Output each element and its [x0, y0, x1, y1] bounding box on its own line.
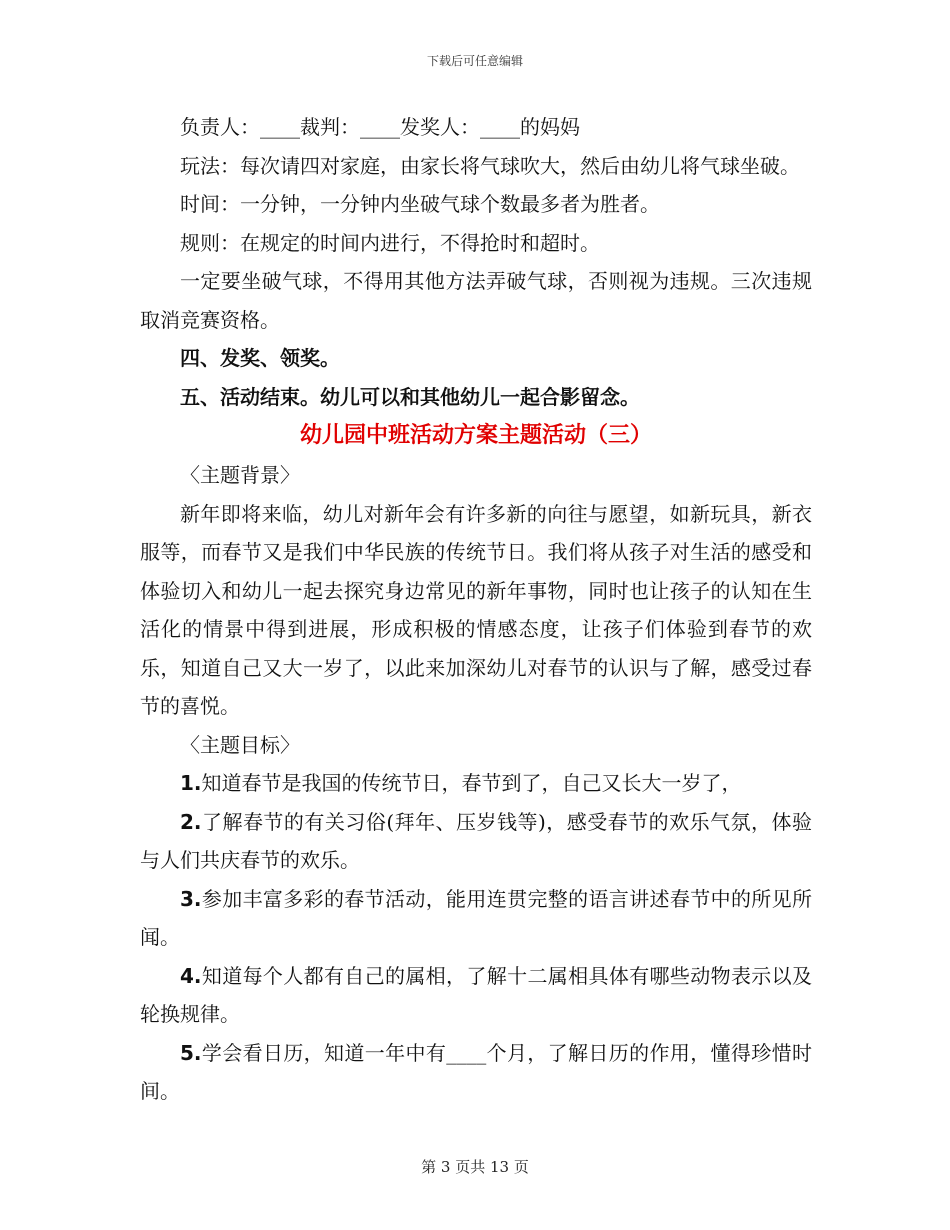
goal-text: 知道春节是我国的传统节日，春节到了，自己又长大一岁了， [201, 771, 742, 795]
goal-text: 知道每个人都有自己的属相，了解十二属相具体有哪些动物表示以及轮换规律。 [140, 963, 812, 1026]
goal-item-5 [140, 1034, 812, 1111]
goal-item-4 [140, 957, 812, 1034]
background-text: 新年即将来临，幼儿对新年会有许多新的向往与愿望，如新玩具，新衣服等，而春节又是我们中华民族的传统节日。我们将从孩子对生活的感受和体验切入和幼儿一起去探究身边常见的新年事物，同时也让孩子的认知在生活化的情景中得到进展，形成积极的情感态度，让孩子们体验到春节的欢乐，知道自己又大一岁了，以此来加深幼儿对春节的认识与了解，感受过春节的喜悦。 [140, 501, 812, 718]
goal-item-2 [140, 803, 812, 880]
goals-heading: 〈主题目标〉 [180, 732, 300, 757]
paragraph-rules-play: 玩法：每次请四对家庭，由家长将气球吹大，然后由幼儿将气球坐破。 [180, 153, 800, 178]
goal-item-3 [140, 880, 812, 957]
section-title: 幼儿园中班活动方案主题活动（三） [299, 423, 652, 448]
page-header: 下载后可任意编辑 [426, 54, 523, 68]
step-five: 五、活动结束。幼儿可以和其他幼儿一起合影留念。 [180, 384, 640, 409]
paragraph-staff: 负责人：____裁判：____发奖人：____的妈妈 [180, 115, 580, 139]
goal-text: 学会看日历，知道一年中有____个月，了解日历的作用，懂得珍惜时间。 [140, 1040, 812, 1103]
goal-text: 参加丰富多彩的春节活动，能用连贯完整的语言讲述春节中的所见所闻。 [140, 886, 812, 949]
paragraph-rules: 规则：在规定的时间内进行，不得抢时和超时。 [180, 230, 600, 255]
step-four: 四、发奖、领奖。 [180, 346, 340, 370]
goal-number: 1. [180, 771, 202, 795]
page-footer: 第 3 页共 13 页 [421, 1158, 529, 1176]
paragraph-time: 时间：一分钟，一分钟内坐破气球个数最多者为胜者。 [180, 192, 660, 216]
goal-number: 5. [180, 1040, 202, 1065]
goal-number: 2. [180, 809, 202, 834]
goal-text: 了解春节的有关习俗(拜年、压岁钱等)，感受春节的欢乐气氛，体验与人们共庆春节的欢乐。 [140, 809, 812, 872]
document-body [140, 108, 812, 1111]
goal-item-1 [140, 764, 812, 803]
background-heading: 〈主题背景〉 [180, 463, 300, 487]
paragraph-violation: 一定要坐破气球，不得用其他方法弄破气球，否则视为违规。三次违规取消竞赛资格。 [140, 269, 812, 332]
goal-number: 4. [180, 963, 202, 988]
goal-number: 3. [180, 886, 202, 911]
